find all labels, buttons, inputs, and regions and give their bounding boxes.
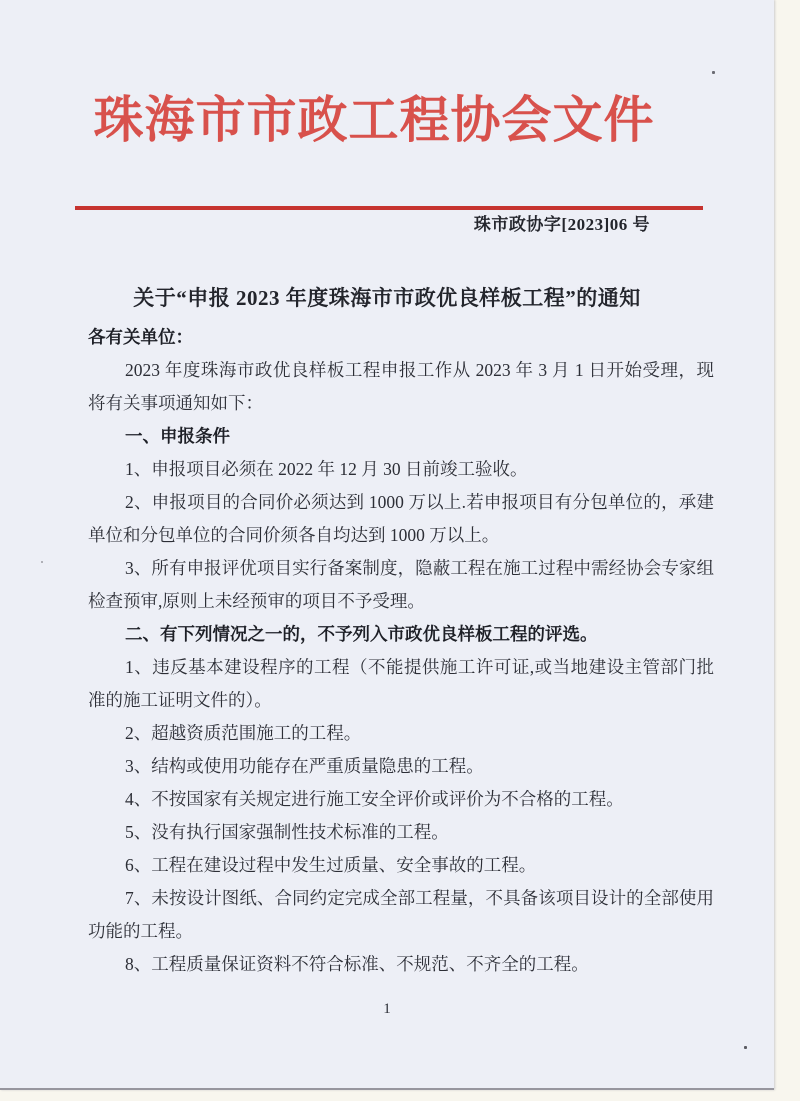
section-2-item-3: 3、结构或使用功能存在严重质量隐患的工程。 [125,756,484,776]
scan-artifact-dot [41,561,43,563]
section-1-item-1: 1、申报项目必须在 2022 年 12 月 30 日前竣工验收。 [125,459,528,479]
section-2-item-8: 8、工程质量保证资料不符合标准、不规范、不齐全的工程。 [125,954,589,974]
intro-paragraph: 2023 年度珠海市政优良样板工程申报工作从 2023 年 3 月 1 日开始受理，现将有关事项通知如下： [88,360,714,413]
section-2-item-2: 2、超越资质范围施工的工程。 [125,723,362,743]
section-1-item-2: 2、申报项目的合同价必须达到 1000 万以上.若申报项目有分包单位的，承建单位和分包单位的合同价须各自均达到 1000 万以上。 [88,492,714,545]
scan-artifact-dot [744,1046,747,1049]
section-2-heading: 二、有下列情况之一的，不予列入市政优良样板工程的评选。 [125,624,598,644]
section-2-item-1: 1、违反基本建设程序的工程（不能提供施工许可证,或当地建设主管部门批准的施工证明文件的）。 [88,657,714,710]
section-1-item-3: 3、所有申报评优项目实行备案制度，隐蔽工程在施工过程中需经协会专家组检查预审,原则上未经预审的项目不予受理。 [88,558,714,611]
salutation: 各有关单位： [88,327,193,347]
scan-artifact-dot [712,71,715,74]
section-2-item-4: 4、不按国家有关规定进行施工安全评价或评价为不合格的工程。 [125,789,624,809]
document-body [88,321,714,981]
letterhead-org-title: 珠海市市政工程协会文件 [93,92,655,148]
page-number: 1 [383,1001,391,1017]
section-2-item-6: 6、工程在建设过程中发生过质量、安全事故的工程。 [125,855,537,875]
section-2-item-5: 5、没有执行国家强制性技术标准的工程。 [125,822,449,842]
section-2-item-7: 7、未按设计图纸、合同约定完成全部工程量，不具备该项目设计的全部使用功能的工程。 [88,888,714,941]
section-1-heading: 一、申报条件 [125,426,230,446]
notice-title: 关于“申报 2023 年度珠海市市政优良样板工程”的通知 [133,286,641,310]
document-reference-number: 珠市政协字[2023]06 号 [473,215,650,234]
